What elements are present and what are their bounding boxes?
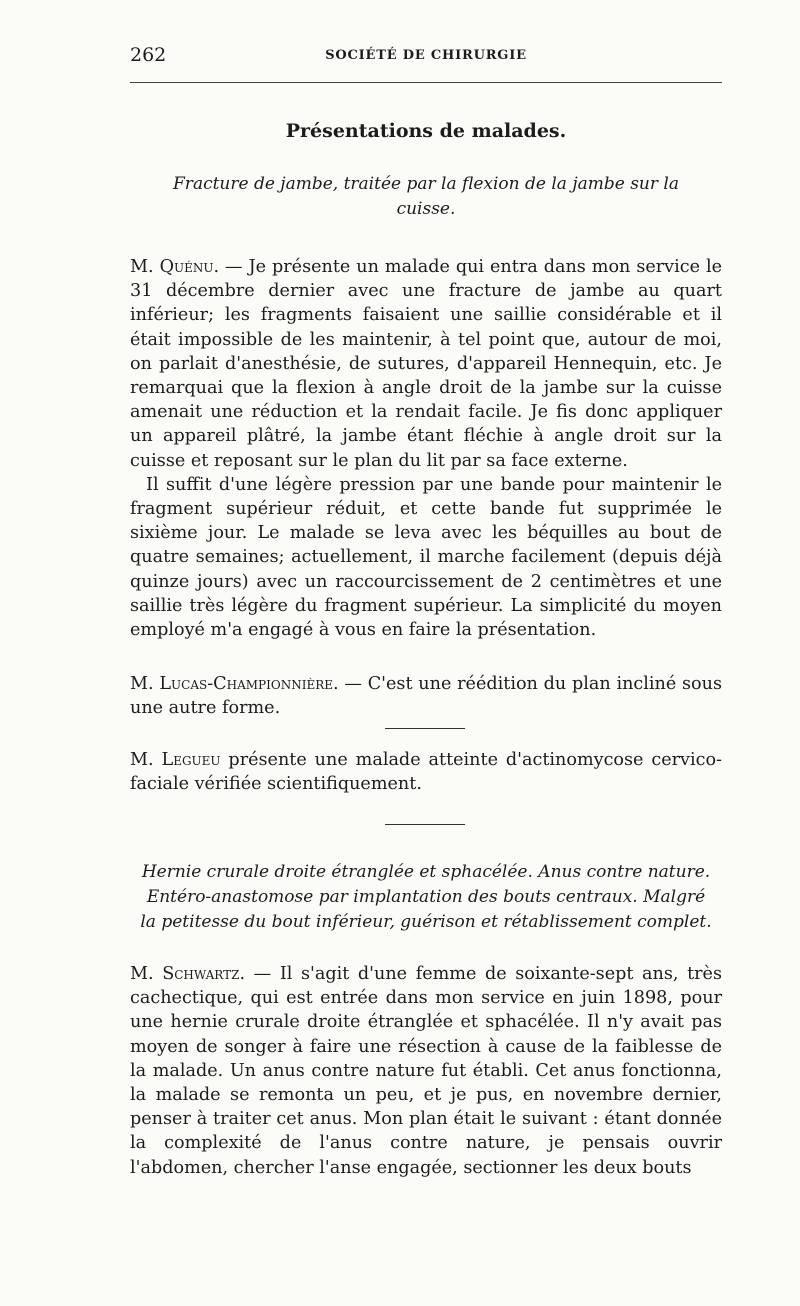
lucas-text: — C'est une réédition du plan incliné sous une autre forme. (130, 674, 722, 719)
speaker-name: M. Quénu. (130, 257, 220, 277)
quenu-text-1: — Je présente un malade qui entra dans mon service le 31 décembre dernier avec une fracture de jambe au quart inférieur; les fragments faisaient une saillie considérable et il était impossible de les maintenir, à tel point que, autour de moi, on parlait d'anesthésie, de sutures, d'appareil Hennequin, etc. Je remarquai que la flexion à angle droit de la jambe sur la cuisse amenait une réduction et la rendait facile. Je fis donc appliquer un appareil plâtré, la jambe étant fléchie à angle droit sur la cuisse et reposant sur le plan du lit par sa face externe. (130, 257, 723, 471)
speaker-name: M. Lucas-Championnière. (130, 674, 339, 694)
quenu-para-2: Il suffit d'une légère pression par une bande pour maintenir le fragment supérieur réduit, et cette bande fut supprimée le sixième jour. Le malade se leva avec les béquilles au bout de quatre semaines; actuellement, il marche facilement (depuis déjà quinze jours) avec un raccourcissement de 2 centimètres et une saillie très légère du fragment supérieur. La simplicité du moyen employé m'a engagé à vous en faire la présentation. (130, 474, 722, 641)
separator-rule (385, 728, 465, 729)
paragraph-lucas (130, 672, 722, 720)
page-number: 262 (130, 44, 167, 66)
quenu-para-1 (130, 255, 722, 473)
subtitle-line: Entéro-anastomose par implantation des bouts centraux. Malgré (146, 887, 706, 907)
legueu-text: présente une malade atteinte d'actinomycose cervico-faciale vérifiée scientifiquement. (130, 750, 722, 795)
running-head (130, 44, 722, 72)
paragraph-quenu (130, 255, 722, 642)
speaker-name: M. Schwartz. (130, 964, 246, 984)
header-rule (130, 82, 722, 83)
section-title: Présentations de malades. (285, 120, 567, 142)
running-title: SOCIÉTÉ DE CHIRURGIE (325, 48, 527, 63)
subtitle-hernie (130, 860, 722, 935)
subtitle-fracture (130, 172, 722, 222)
subtitle-line: Fracture de jambe, traitée par la flexion de la jambe sur la (173, 174, 679, 194)
subtitle-line: Hernie crurale droite étranglée et sphacélée. Anus contre nature. (141, 862, 711, 882)
subtitle-line: la petitesse du bout inférieur, guérison et rétablissement complet. (140, 912, 712, 932)
paragraph-schwartz (130, 962, 722, 1180)
separator-rule (385, 824, 465, 825)
speaker-name: M. Legueu (130, 750, 221, 770)
schwartz-text: — Il s'agit d'une femme de soixante-sept ans, très cachectique, qui est entrée dans mon service en juin 1898, pour une hernie crurale droite étranglée et sphacélée. Il n'y avait pas moyen de songer à faire une résection à cause de la faiblesse de la malade. Un anus contre nature fut établi. Cet anus fonctionna, la malade se remonta un peu, et je pus, en novembre dernier, penser à traiter cet anus. Mon plan était le suivant : étant donnée la complexité de l'anus contre nature, je pensais ouvrir l'abdomen, chercher l'anse engagée, sectionner les deux bouts (130, 964, 722, 1178)
paragraph-legueu (130, 748, 722, 796)
subtitle-line: cuisse. (396, 199, 456, 219)
